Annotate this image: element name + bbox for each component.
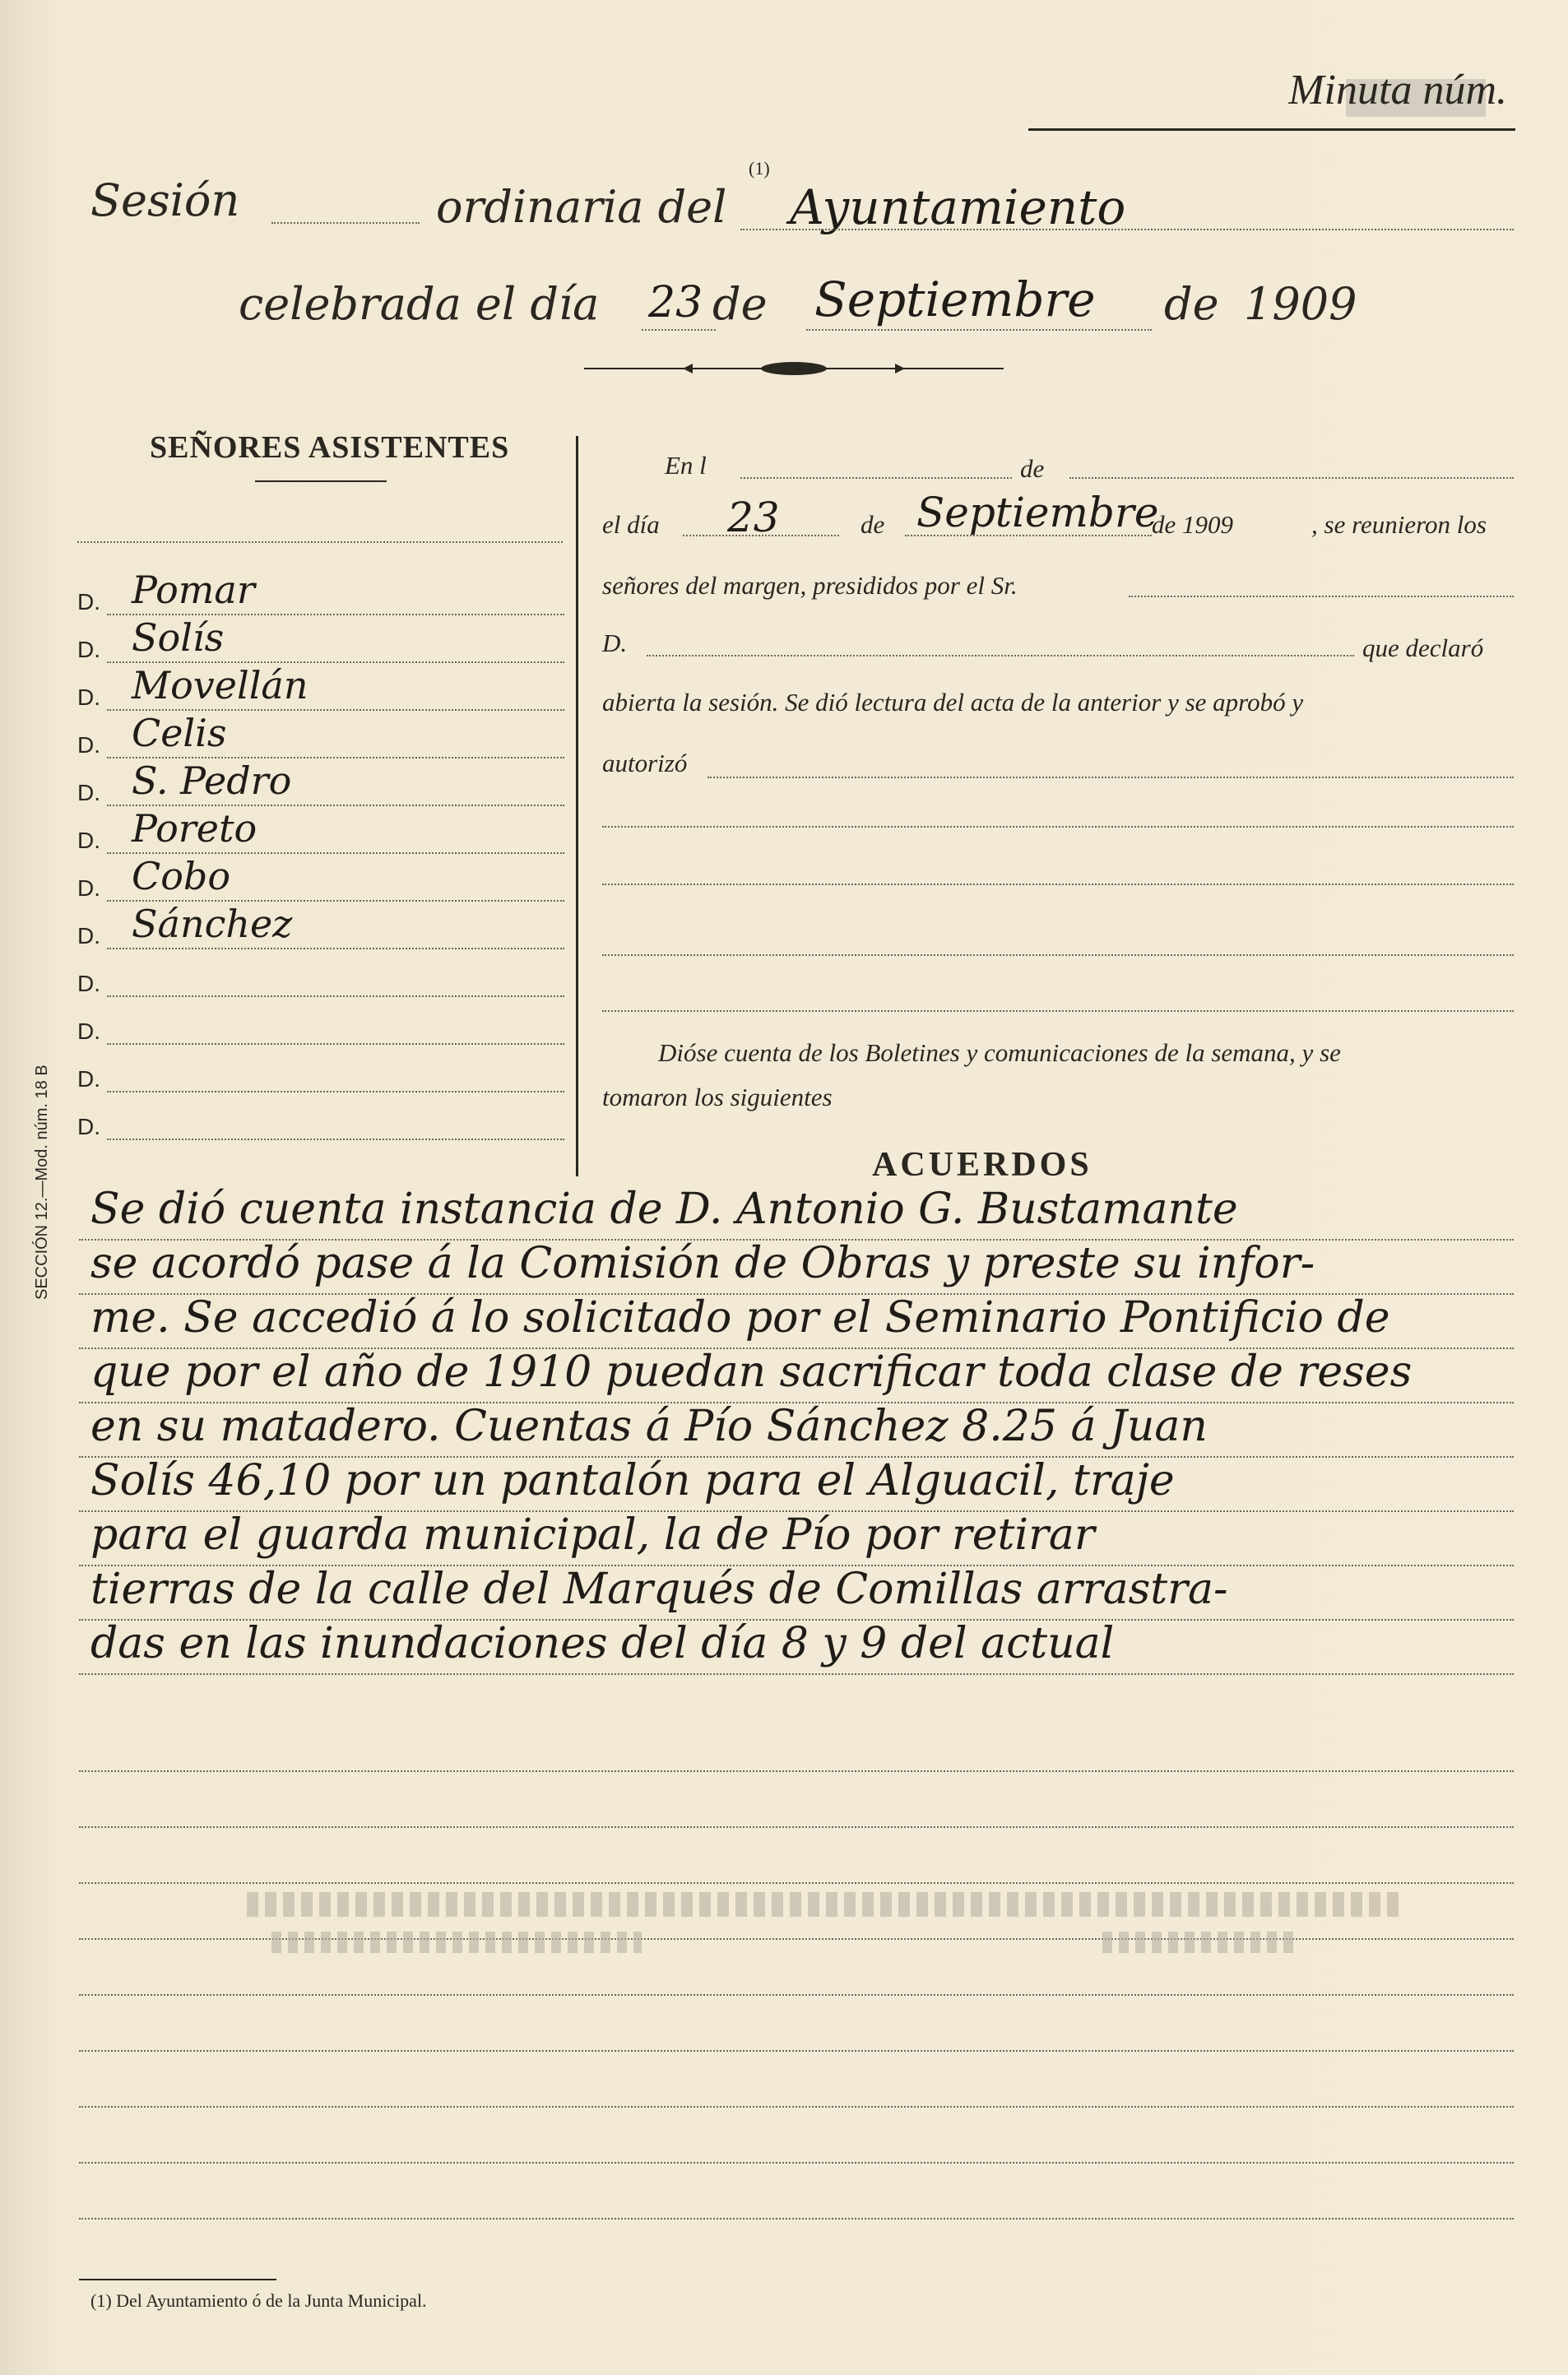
bleed-through-1 [247, 1892, 1399, 1917]
asistente-name: Sánchez [132, 902, 293, 946]
intro-line4: abierta la sesión. Se dió lectura del acta de la anterior y se aprobó y [602, 688, 1304, 717]
title-celebrada: celebrada el día [239, 278, 600, 330]
asistente-prefix: D. [77, 589, 100, 615]
intro-dots-2 [1069, 477, 1514, 479]
minuta-label: Minuta núm. [1288, 67, 1507, 114]
intro-dots-11 [602, 1010, 1514, 1012]
intro-de: de [1020, 454, 1045, 483]
empty-rule [79, 2162, 1514, 2164]
footnote-rule [79, 2279, 276, 2280]
column-divider [576, 436, 578, 1176]
intro-de-mid: de [861, 510, 885, 539]
intro-month-hand: Septiembre [916, 489, 1159, 536]
empty-rule [79, 2106, 1514, 2108]
title-dots-1 [271, 222, 420, 224]
acuerdo-line: para el guarda municipal, la de Pío por retirar [90, 1510, 1095, 1560]
intro-declaro: que declaró [1362, 633, 1484, 662]
asistente-name: Poreto [132, 806, 257, 851]
title-de-1: de [712, 278, 768, 330]
intro-dots-4 [905, 535, 1152, 536]
asistente-prefix: D. [77, 684, 100, 710]
intro-day-hand: 23 [727, 494, 780, 541]
acuerdo-line: que por el año de 1910 puedan sacrificar toda clase de reses [90, 1348, 1413, 1397]
acuerdo-line: das en las inundaciones del día 8 y 9 del actual [90, 1619, 1115, 1668]
asistente-prefix: D. [77, 1018, 100, 1044]
bleed-through-2 [271, 1932, 642, 1953]
empty-rule [79, 2218, 1514, 2220]
acuerdo-line: me. Se accedió á lo solicitado por el Seminario Pontificio de [90, 1293, 1390, 1343]
acuerdo-line: en su matadero. Cuentas á Pío Sánchez 8.25 á Juan [90, 1402, 1208, 1451]
intro-boletines-1: Dióse cuenta de los Boletines y comunicaciones de la semana, y se [658, 1038, 1341, 1067]
intro-dots-6 [647, 655, 1354, 656]
intro-dots-5 [1129, 596, 1514, 597]
asistente-prefix: D. [77, 923, 100, 949]
asistente-prefix: D. [77, 971, 100, 996]
asistente-prefix: D. [77, 1114, 100, 1139]
intro-dots-7 [707, 777, 1514, 778]
intro-dots-9 [602, 884, 1514, 885]
asistentes-heading: SEÑORES ASISTENTES [150, 430, 510, 465]
empty-rule [79, 1826, 1514, 1828]
acuerdo-line: tierras de la calle del Marqués de Comillas arrastra- [90, 1565, 1228, 1614]
title-year: 1909 [1244, 278, 1357, 330]
empty-rule [79, 1994, 1514, 1996]
asistente-prefix: D. [77, 780, 100, 805]
intro-en-l: En l [665, 451, 707, 480]
footnote: (1) Del Ayuntamiento ó de la Junta Municipal. [90, 2290, 427, 2311]
empty-rule [79, 2050, 1514, 2052]
title-de-2: de [1164, 278, 1219, 330]
acuerdo-line: Solís 46,10 por un pantalón para el Alguacil, traje [90, 1456, 1175, 1505]
empty-rule [79, 1770, 1514, 1772]
intro-line2: señores del margen, presididos por el Sr. [602, 571, 1018, 600]
acuerdo-rule [79, 1673, 1514, 1675]
asistente-dots [107, 995, 564, 997]
intro-autorizo: autorizó [602, 749, 688, 777]
acuerdo-line: Se dió cuenta instancia de D. Antonio G. Bustamante [90, 1185, 1238, 1234]
intro-dots-8 [602, 826, 1514, 828]
asistente-name: Movellán [132, 663, 308, 707]
acuerdo-line: se acordó pase á la Comisión de Obras y preste su infor- [90, 1239, 1315, 1288]
asistente-prefix: D. [77, 875, 100, 901]
title-dots-4 [806, 329, 1152, 331]
intro-de-year: de 1909 [1152, 510, 1234, 539]
empty-rule [79, 1882, 1514, 1884]
side-section-label: SECCIÓN 12.—Mod. núm. 18 B [33, 1065, 51, 1300]
intro-d: D. [602, 629, 628, 657]
asistente-name: Celis [132, 711, 227, 755]
title-dots-2 [740, 229, 1514, 230]
asistente-dots [107, 1091, 564, 1092]
ornament-divider [584, 359, 1004, 378]
asistente-name: Solís [132, 615, 225, 660]
asistentes-dots-top [77, 541, 563, 543]
handwritten-day: 23 [648, 278, 703, 327]
asistentes-rule [255, 480, 387, 482]
intro-dots-10 [602, 954, 1514, 956]
asistente-name: Pomar [132, 568, 255, 612]
minuta-rule [1028, 128, 1515, 131]
title-ordinaria: ordinaria del [436, 181, 727, 233]
handwritten-month: Septiembre [814, 271, 1096, 327]
acuerdos-heading: ACUERDOS [872, 1146, 1092, 1184]
asistente-name: Cobo [132, 854, 231, 898]
asistente-prefix: D. [77, 732, 100, 758]
intro-reunieron: , se reunieron los [1311, 510, 1487, 539]
asistente-name: S. Pedro [132, 758, 292, 803]
title-dots-3 [642, 329, 716, 331]
asistente-prefix: D. [77, 828, 100, 853]
footnote-mark: (1) [749, 158, 770, 179]
intro-dots-3 [683, 535, 839, 536]
handwritten-ayuntamiento: Ayuntamiento [790, 179, 1126, 235]
asistente-prefix: D. [77, 1066, 100, 1092]
asistente-dots [107, 948, 564, 949]
intro-dots-1 [740, 477, 1012, 479]
asistente-dots [107, 1043, 564, 1045]
bleed-through-3 [1102, 1932, 1300, 1953]
asistente-dots [107, 1139, 564, 1140]
title-sesion: Sesión [90, 174, 240, 226]
asistente-prefix: D. [77, 637, 100, 662]
intro-el-dia: el día [602, 510, 660, 539]
intro-boletines-2: tomaron los siguientes [602, 1083, 833, 1111]
